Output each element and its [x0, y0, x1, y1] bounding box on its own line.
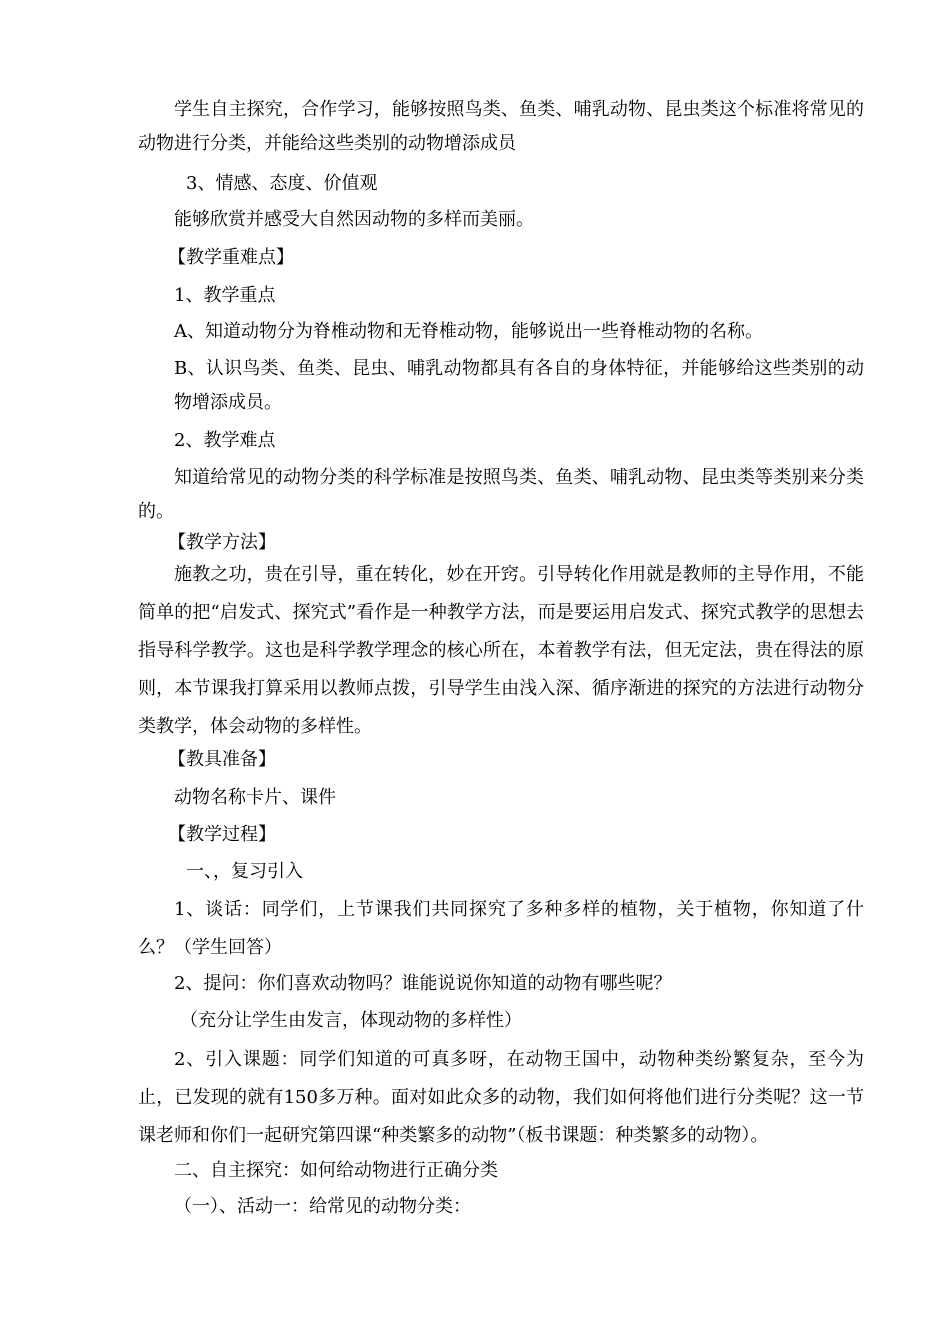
section-heading-tools: 【教具准备】	[168, 749, 276, 770]
subheading-teaching-key: 1、教学重点	[174, 285, 276, 306]
paragraph-emotion-goal: 能够欣赏并感受大自然因动物的多样而美丽。	[174, 209, 534, 230]
paragraph-key-a: A、知道动物分为脊椎动物和无脊椎动物，能够说出一些脊椎动物的名称。	[174, 321, 763, 342]
paragraph-introduce-topic: 2、引入课题：同学们知道的可真多呀，在动物王国中，动物种类纷繁复杂，至今为止，已发现的就有150多万种。面对如此众多的动物，我们如何将他们进行分类呢？这一节课老师和你们一起研究第四课“种类繁多的动物”（板书课题：种类繁多的动物）。	[138, 1049, 864, 1146]
paragraph-question: 2、提问：你们喜欢动物吗？谁能说说你知道的动物有哪些呢？	[174, 973, 672, 994]
paragraph-learning-method: 学生自主探究，合作学习，能够按照鸟类、鱼类、哺乳动物、昆虫类这个标准将常见的动物进行分类，并能给这些类别的动物增添成员	[138, 99, 864, 154]
section-heading-key-difficult: 【教学重难点】	[168, 247, 294, 268]
section-heading-process: 【教学过程】	[168, 824, 276, 845]
subheading-teaching-difficult: 2、教学难点	[174, 430, 276, 451]
paragraph-talk: 1、谈话：同学们，上节课我们共同探究了多种多样的植物，关于植物，你知道了什么？（学生回答）	[138, 899, 864, 958]
paragraph-tools: 动物名称卡片、课件	[174, 787, 336, 808]
step-heading-explore: 二、自主探究：如何给动物进行正确分类	[174, 1160, 498, 1181]
paragraph-difficult: 知道给常见的动物分类的科学标准是按照鸟类、鱼类、哺乳动物、昆虫类等类别来分类的。	[138, 467, 864, 522]
activity-heading-one: （一）、活动一：给常见的动物分类：	[174, 1196, 471, 1217]
section-heading-method: 【教学方法】	[168, 532, 276, 553]
paragraph-key-b: B、认识鸟类、鱼类、昆虫、哺乳动物都具有各自的身体特征，并能够给这些类别的动物增添成员。	[174, 358, 864, 413]
paragraph-question-note: （充分让学生由发言，体现动物的多样性）	[180, 1010, 522, 1031]
heading-emotion-attitude-values: 3、情感、态度、价值观	[186, 173, 378, 194]
step-heading-review: 一、，复习引入	[186, 861, 303, 882]
paragraph-method: 施教之功，贵在引导，重在转化，妙在开窍。引导转化作用就是教师的主导作用，不能简单的把“启发式、探究式”看作是一种教学方法，而是要运用启发式、探究式教学的思想去指导科学教学。这也是科学教学理念的核心所在，本着教学有法，但无定法，贵在得法的原则，本节课我打算采用以教师点拨，引导学生由浅入深、循序渐进的探究的方法进行动物分类教学，体会动物的多样性。	[138, 564, 864, 737]
